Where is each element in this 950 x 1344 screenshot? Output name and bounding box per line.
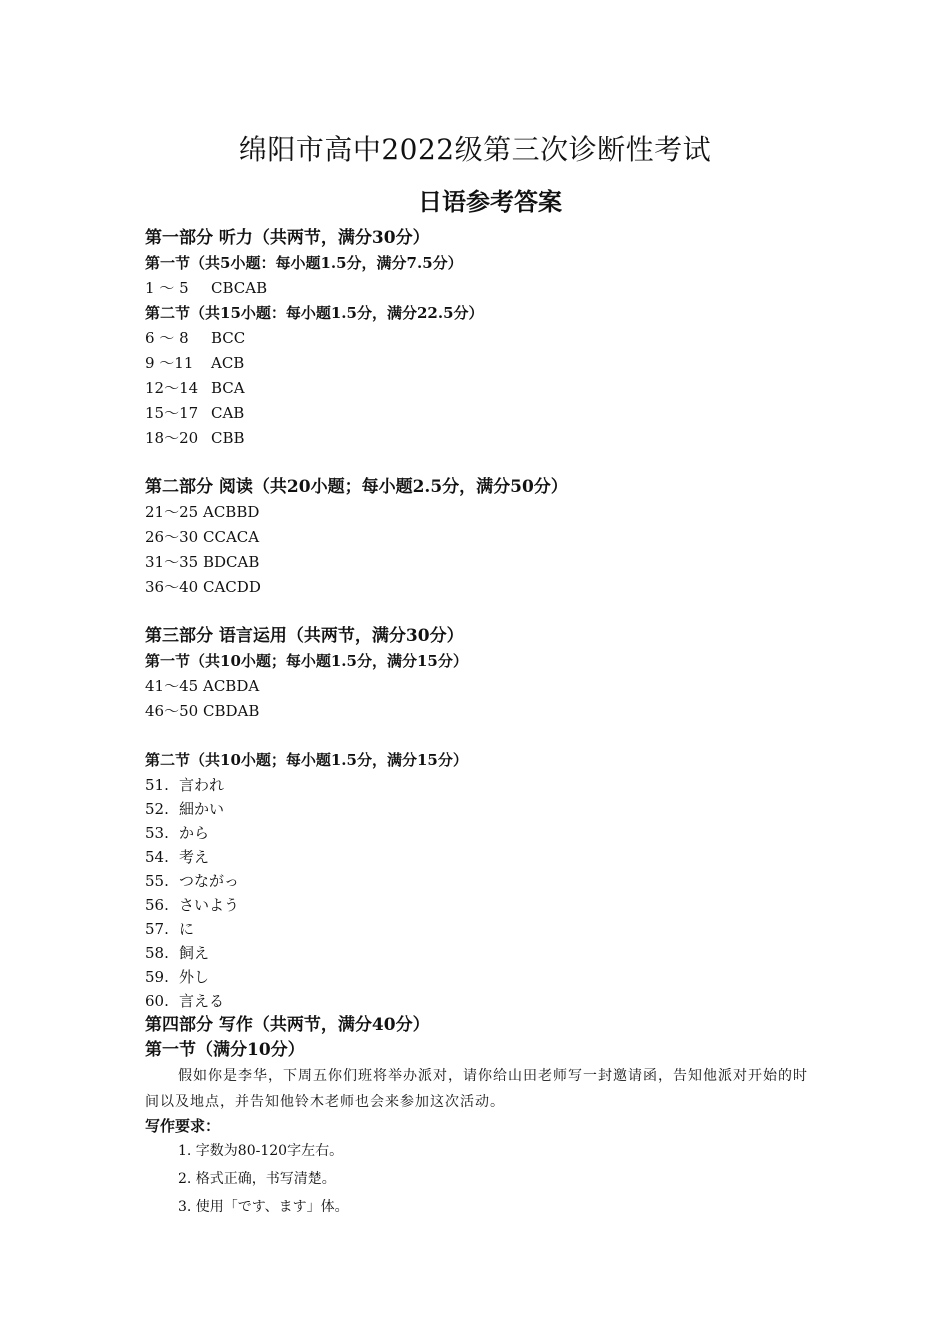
answer-letters: CACDD bbox=[203, 578, 261, 596]
part3-section2-heading: 第二节（共10小题；每小题1.5分，满分15分） bbox=[145, 751, 468, 769]
answer-letters: BCC bbox=[211, 329, 246, 347]
fill-answer-text: つながっ bbox=[179, 872, 240, 890]
answer-row bbox=[145, 699, 825, 724]
answer-row bbox=[145, 376, 825, 401]
fill-answer-text: 外し bbox=[179, 968, 210, 986]
fill-answer-text: 言われ bbox=[179, 776, 225, 794]
question-range: 6 ～ 8 bbox=[145, 329, 189, 347]
answer-row bbox=[145, 276, 825, 301]
part4-section1-heading: 第一节（满分10分） bbox=[145, 1040, 305, 1060]
question-range: 15～17 bbox=[145, 404, 199, 422]
fill-in-answer bbox=[145, 941, 825, 965]
requirements-heading: 写作要求： bbox=[145, 1117, 221, 1135]
question-range: 36～40 bbox=[145, 578, 199, 596]
answer-letters: ACBBD bbox=[203, 503, 260, 521]
spacer bbox=[145, 451, 825, 475]
fill-answer-text: 細かい bbox=[179, 800, 225, 818]
answer-letters: CCACA bbox=[203, 528, 260, 546]
answer-letters: ACB bbox=[211, 354, 245, 372]
answer-row bbox=[145, 575, 825, 600]
answer-row bbox=[145, 550, 825, 575]
requirement-item: 3. 使用「です、ます」体。 bbox=[178, 1199, 349, 1215]
fill-answer-text: さいよう bbox=[179, 896, 240, 914]
question-number: 54. bbox=[145, 848, 169, 866]
fill-in-answer bbox=[145, 845, 825, 869]
question-number: 52. bbox=[145, 800, 169, 818]
question-number: 53. bbox=[145, 824, 169, 842]
document-subtitle: 日语参考答案 bbox=[418, 187, 562, 216]
fill-answer-text: から bbox=[179, 824, 210, 842]
answer-row bbox=[145, 326, 825, 351]
question-number: 51. bbox=[145, 776, 169, 794]
answer-letters: ACBDA bbox=[203, 677, 260, 695]
question-range: 21～25 bbox=[145, 503, 199, 521]
fill-in-answer bbox=[145, 773, 825, 797]
answer-letters: CBCAB bbox=[211, 279, 268, 297]
part3-heading: 第三部分 语言运用（共两节，满分30分） bbox=[145, 626, 464, 646]
answer-row bbox=[145, 351, 825, 376]
question-range: 26～30 bbox=[145, 528, 199, 546]
answer-letters: BCA bbox=[211, 379, 245, 397]
answer-row bbox=[145, 525, 825, 550]
question-range: 31～35 bbox=[145, 553, 199, 571]
part1-section2-heading: 第二节（共15小题：每小题1.5分，满分22.5分） bbox=[145, 304, 484, 322]
question-number: 60. bbox=[145, 992, 169, 1010]
fill-in-answer bbox=[145, 893, 825, 917]
answer-row bbox=[145, 426, 825, 451]
part2-heading: 第二部分 阅读（共20小题；每小题2.5分，满分50分） bbox=[145, 477, 568, 497]
requirement-item: 1. 字数为80-120字左右。 bbox=[178, 1143, 344, 1159]
part4-heading: 第四部分 写作（共两节，满分40分） bbox=[145, 1015, 430, 1035]
part1-heading: 第一部分 听力（共两节，满分30分） bbox=[145, 228, 430, 248]
fill-in-answer bbox=[145, 917, 825, 941]
question-range: 1 ～ 5 bbox=[145, 279, 189, 297]
part1-section1-heading: 第一节（共5小题：每小题1.5分，满分7.5分） bbox=[145, 254, 463, 272]
fill-answer-text: 飼え bbox=[179, 944, 210, 962]
question-number: 57. bbox=[145, 920, 169, 938]
answer-letters: CBDAB bbox=[203, 702, 260, 720]
question-number: 59. bbox=[145, 968, 169, 986]
writing-prompt: 假如你是李华，下周五你们班将举办派对，请你给山田老师写一封邀请函，告知他派对开始的时间以及地点，并告知他铃木老师也会来参加这次活动。 bbox=[145, 1068, 808, 1110]
question-range: 12～14 bbox=[145, 379, 199, 397]
question-range: 18～20 bbox=[145, 429, 199, 447]
question-range: 9 ～11 bbox=[145, 354, 194, 372]
requirement-item: 2. 格式正确，书写清楚。 bbox=[178, 1171, 336, 1187]
question-range: 46～50 bbox=[145, 702, 199, 720]
fill-answer-text: 言える bbox=[179, 992, 225, 1010]
answer-letters: CBB bbox=[211, 429, 245, 447]
fill-answer-text: に bbox=[179, 920, 195, 938]
spacer bbox=[145, 724, 825, 748]
fill-in-answer bbox=[145, 989, 825, 1013]
question-number: 55. bbox=[145, 872, 169, 890]
part3-section1-heading: 第一节（共10小题；每小题1.5分，满分15分） bbox=[145, 652, 468, 670]
fill-in-answer bbox=[145, 797, 825, 821]
document-title: 绵阳市高中2022级第三次诊断性考试 bbox=[238, 133, 712, 166]
answer-letters: BDCAB bbox=[203, 553, 260, 571]
spacer bbox=[145, 600, 825, 624]
question-number: 56. bbox=[145, 896, 169, 914]
question-range: 41～45 bbox=[145, 677, 199, 695]
fill-in-answer bbox=[145, 821, 825, 845]
answer-row bbox=[145, 401, 825, 426]
answer-row bbox=[145, 674, 825, 699]
answer-row bbox=[145, 500, 825, 525]
fill-in-answer bbox=[145, 869, 825, 893]
fill-in-answer bbox=[145, 965, 825, 989]
fill-answer-text: 考え bbox=[179, 848, 210, 866]
answer-content bbox=[145, 226, 825, 1221]
question-number: 58. bbox=[145, 944, 169, 962]
answer-letters: CAB bbox=[211, 404, 245, 422]
